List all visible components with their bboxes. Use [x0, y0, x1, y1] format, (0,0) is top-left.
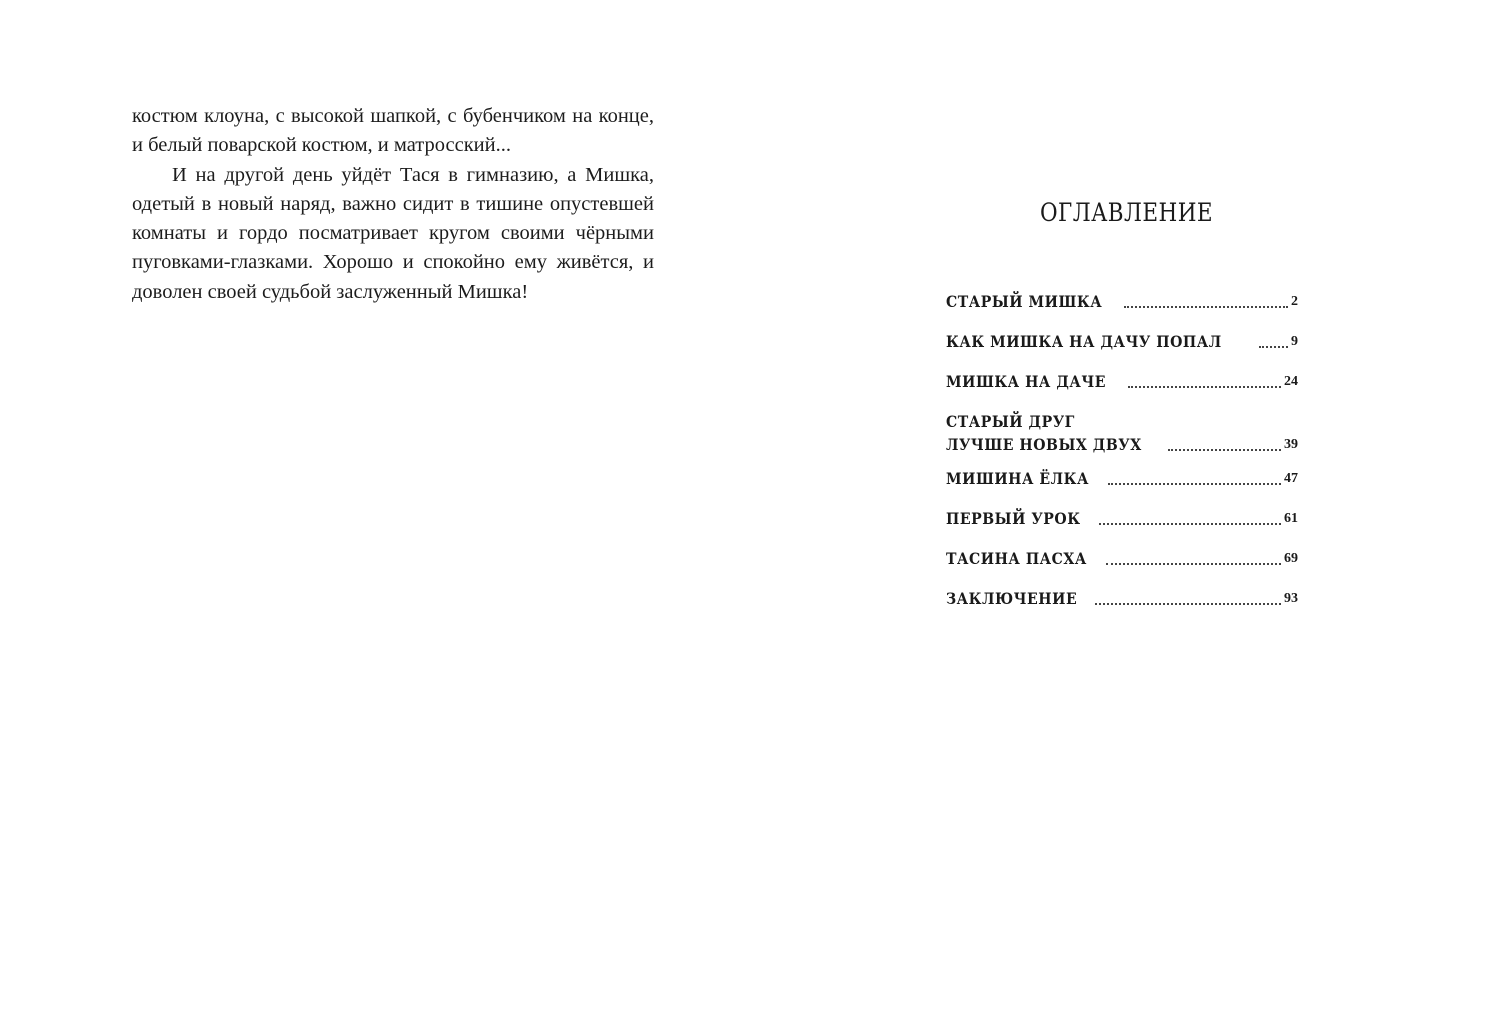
toc-leader-dots — [1168, 449, 1281, 451]
toc-leader-dots — [1108, 483, 1281, 485]
toc-leader-dots — [1106, 563, 1281, 565]
toc-entry[interactable] — [946, 507, 1298, 530]
toc-entry-title: СТАРЫЙ ДРУГ ЛУЧШЕ НОВЫХ ДВУХ — [946, 412, 1142, 454]
toc-leader-dots — [1124, 306, 1288, 308]
toc-page-number: 24 — [1284, 374, 1298, 389]
toc-entry-title: МИШКА НА ДАЧЕ — [946, 372, 1107, 391]
toc-entry[interactable] — [946, 370, 1298, 393]
toc-entry[interactable] — [946, 410, 1298, 456]
toc-page-number: 39 — [1284, 437, 1298, 452]
toc-entry-title: ТАСИНА ПАСХА — [946, 549, 1087, 568]
toc-entry[interactable] — [946, 467, 1298, 490]
toc-leader-dots — [1128, 386, 1281, 388]
toc-title: ОГЛАВЛЕНИЕ — [1040, 198, 1214, 227]
toc-leader-dots — [1095, 603, 1281, 605]
toc-entry-title: КАК МИШКА НА ДАЧУ ПОПАЛ — [946, 332, 1222, 351]
toc-page-number: 93 — [1284, 591, 1298, 606]
toc-page-number: 61 — [1284, 511, 1298, 526]
toc-entry[interactable] — [946, 290, 1298, 313]
toc-entry[interactable] — [946, 330, 1298, 353]
toc-entry-title: ПЕРВЫЙ УРОК — [946, 509, 1081, 528]
paragraph-continuation: костюм клоуна, с высокой шапкой, с бубенчиком на конце, и белый поварской костюм, и матросский... — [132, 105, 654, 157]
toc-entry-title: СТАРЫЙ МИШКА — [946, 292, 1103, 311]
toc-page-number: 9 — [1291, 334, 1298, 349]
toc-entry[interactable] — [946, 587, 1298, 610]
toc-page-number: 2 — [1291, 294, 1298, 309]
left-page-text — [132, 102, 654, 307]
toc-page-number: 69 — [1284, 551, 1298, 566]
toc-leader-dots — [1099, 523, 1281, 525]
toc-entry[interactable] — [946, 547, 1298, 570]
paragraph-ending: И на другой день уйдёт Тася в гимназию, а Мишка, одетый в новый наряд, важно сидит в тишине опустевшей комнаты и гордо посматривает кругом своими чёрными пуговками-глазками. Хорошо и спокойно ему живётся, и доволен своей судьбой заслуженный Мишка! — [132, 163, 654, 303]
toc-leader-dots — [1259, 346, 1288, 348]
toc-entry-title: ЗАКЛЮЧЕНИЕ — [946, 589, 1078, 608]
toc-entry-title: МИШИНА ЁЛКА — [946, 469, 1089, 488]
toc-page-number: 47 — [1284, 471, 1298, 486]
